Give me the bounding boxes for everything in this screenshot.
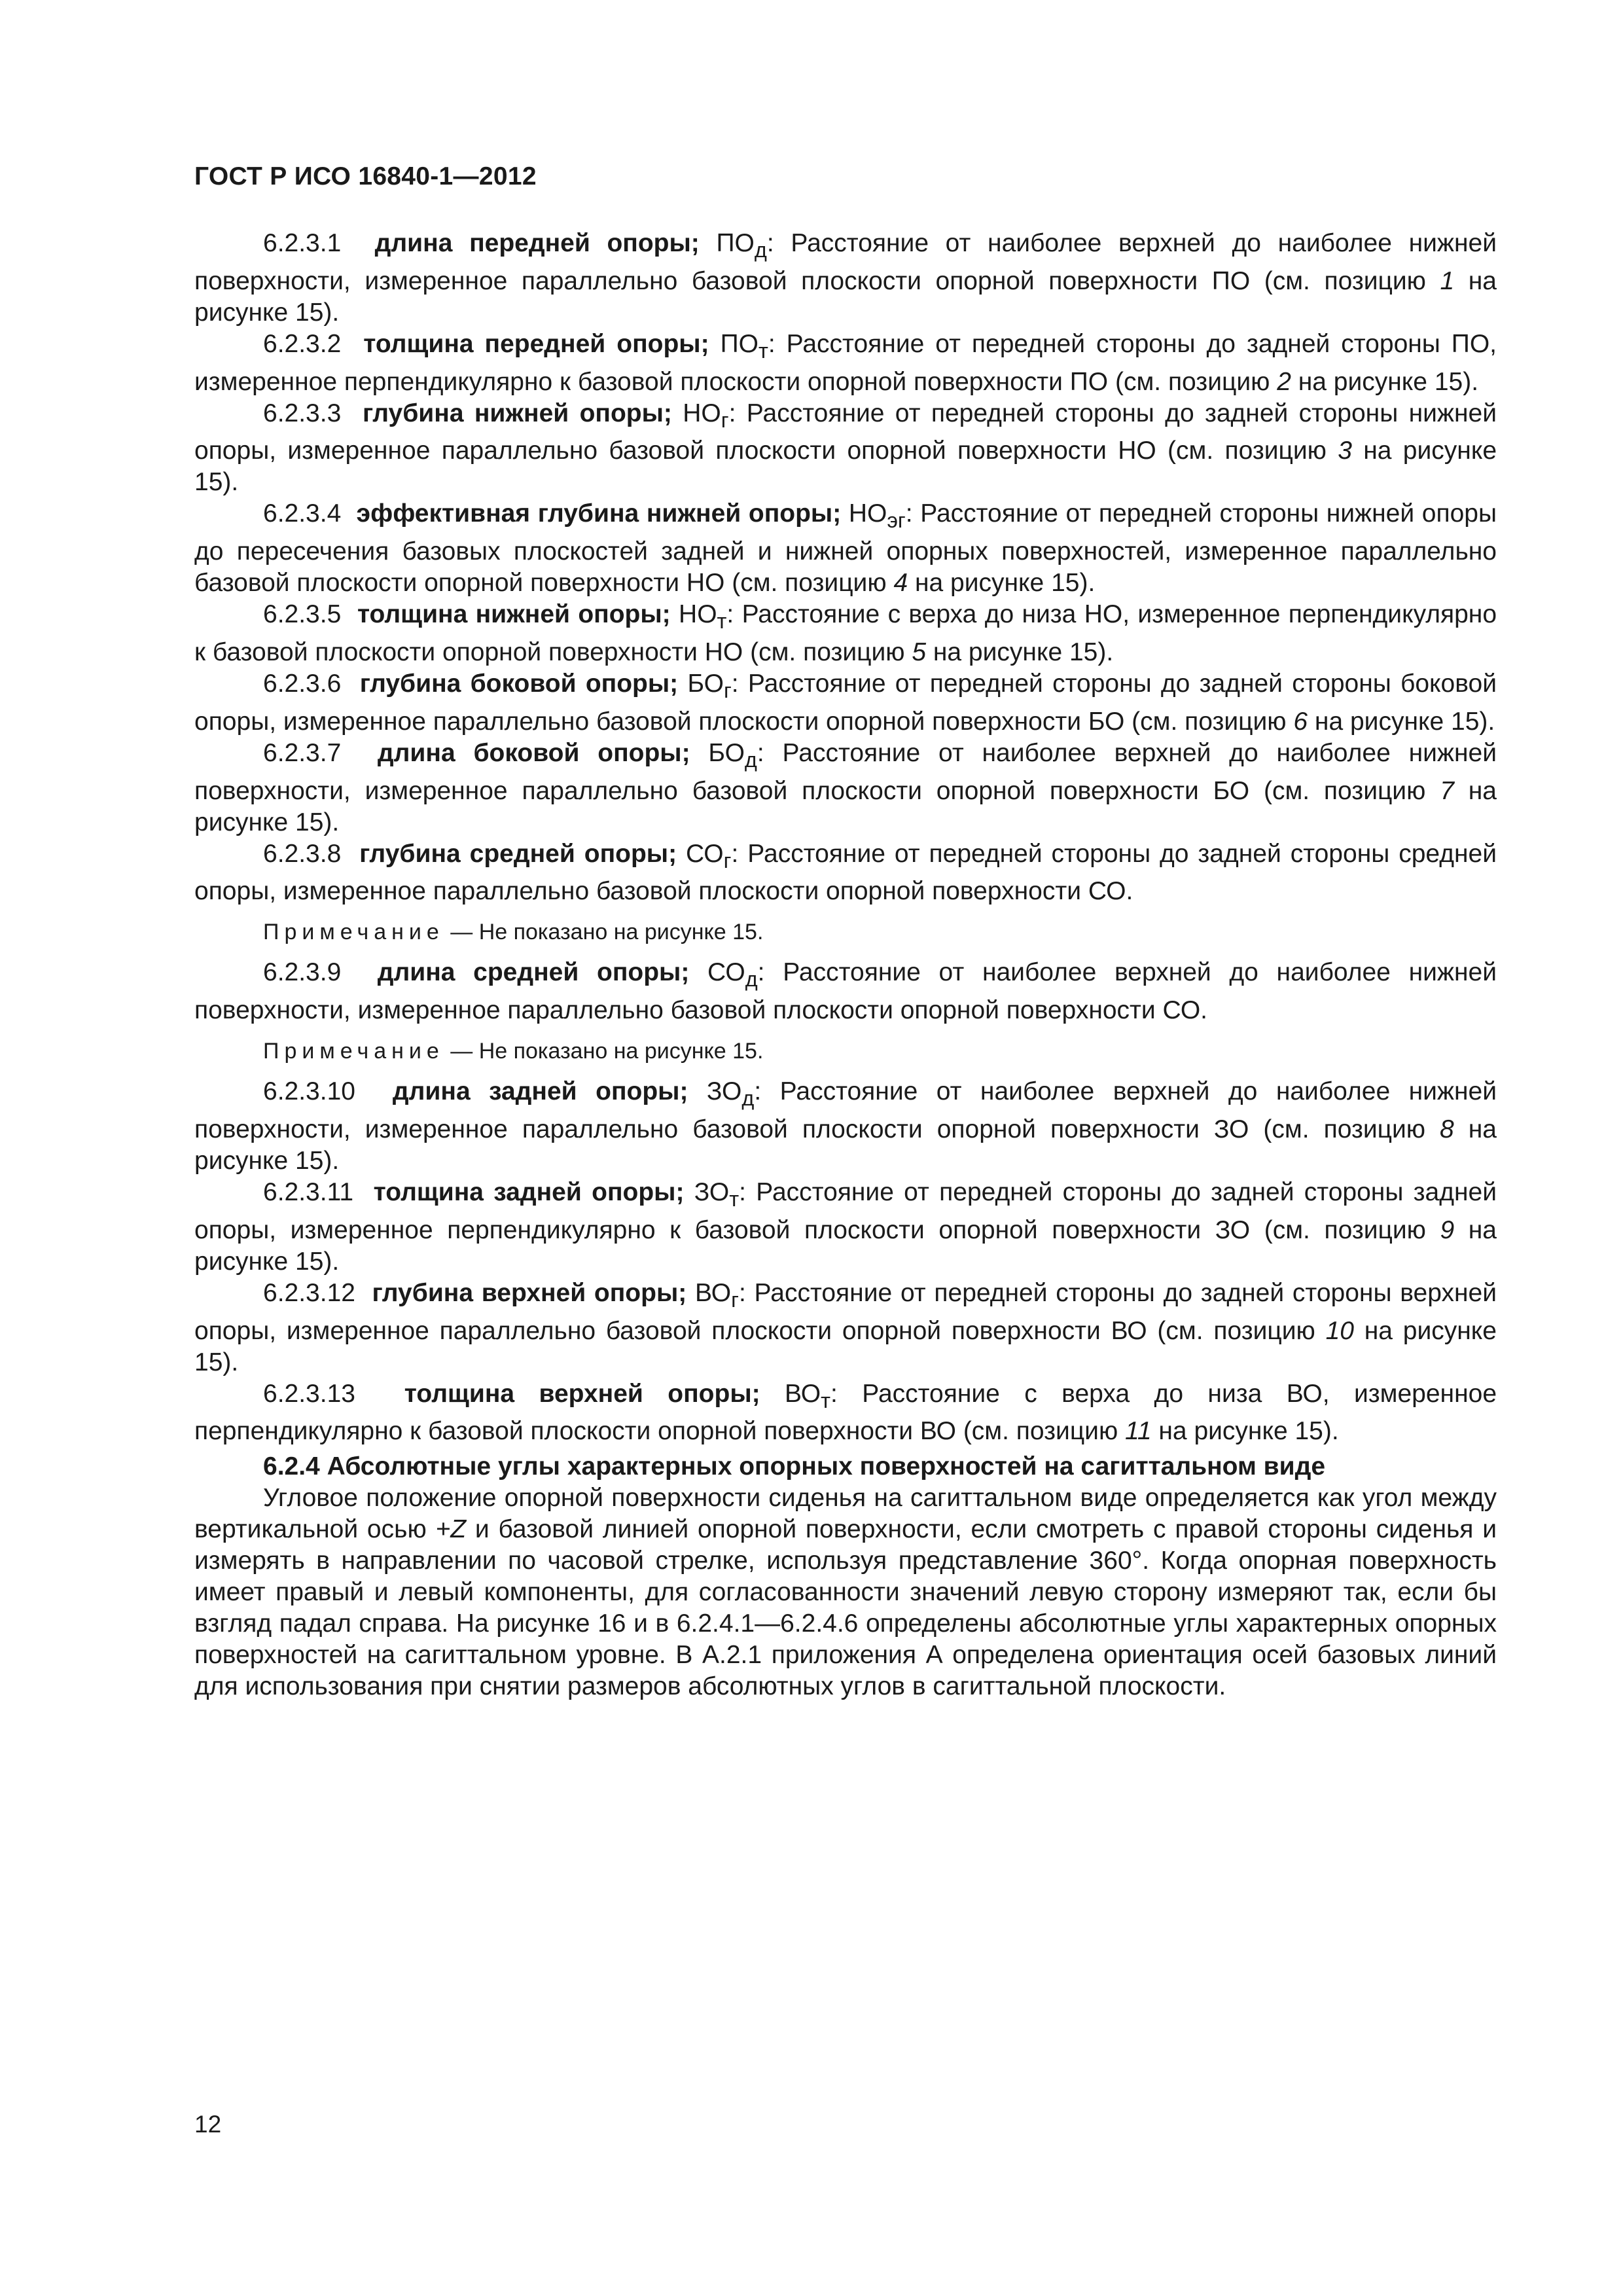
definition-item: 6.2.3.11 толщина задней опоры; $ЗО_т$: Расстояние от передней стороны до задней стороны задней опоры, измеренное перпендикулярно к базовой плоскости опорной поверхности ЗО (см. позицию 9 на рисунке 15). — [194, 1177, 1497, 1276]
term: длина боковой опоры; — [377, 738, 690, 767]
term: толщина передней опоры; — [363, 329, 709, 358]
section-heading: 6.2.4 Абсолютные углы характерных опорных поверхностей на сагиттальном виде — [263, 1452, 1326, 1481]
section-paragraph: Угловое положение опорной поверхности сиденья на сагиттальном виде определяется как угол между вертикальной осью +Z и базовой линией опорной поверхности, если смотреть с правой стороны сиденья и измерять в направлении по часовой стрелке, используя представление 360°. Когда опорная поверхность имеет правый и левый компоненты, для согласованности значений левую сторону измеряют так, если бы взгляд падал справа. На рисунке 16 и в 6.2.4.1—6.2.4.6 определены абсолютные углы характерных опорных поверхностей на сагиттальном уровне. В А.2.1 приложения А определена ориентация осей базовых линий для использования при снятии размеров абсолютных углов в сагиттальной плоскости. — [194, 1484, 1497, 1701]
definition-item: 6.2.3.2 толщина передней опоры; $ПО_т$: Расстояние от передней стороны до задней стороны ПО, измеренное перпендикулярно к базовой плоскости опорной поверхности ПО (см. позицию 2 на рисунке 15). — [194, 329, 1497, 396]
axis-symbol: +Z — [435, 1515, 467, 1544]
document-header: ГОСТ Р ИСО 16840-1—2012 — [194, 162, 537, 190]
note — [194, 916, 1497, 948]
term: длина передней опоры; — [374, 229, 700, 257]
page-number: 12 — [194, 2111, 222, 2138]
note — [194, 1035, 1497, 1067]
term: толщина нижней опоры; — [357, 600, 671, 629]
definition-item: 6.2.3.5 толщина нижней опоры; $НО_т$: Расстояние с верха до низа НО, измеренное перпендикулярно к базовой плоскости опорной поверхности НО (см. позицию 5 на рисунке 15). — [194, 600, 1497, 666]
definition-item: 6.2.3.13 толщина верхней опоры; $ВО_т$: Расстояние с верха до низа ВО, измеренное перпендикулярно к базовой плоскости опорной поверхности ВО (см. позицию 11 на рисунке 15). — [194, 1379, 1497, 1446]
definition-item: 6.2.3.3 глубина нижней опоры; $НО_г$: Расстояние от передней стороны до задней стороны нижней опоры, измеренное параллельно базовой плоскости опорной поверхности НО (см. позицию 3 на рисунке 15). — [194, 399, 1497, 497]
definition-item: 6.2.3.9 длина средней опоры; $СО_д$: Расстояние от наиболее верхней до наиболее нижней поверхности, измеренное параллельно базовой плоскости опорной поверхности СО. — [194, 958, 1497, 1025]
note-text: — Не показано на рисунке 15. — [444, 920, 764, 945]
definition-item: 6.2.3.12 глубина верхней опоры; $ВО_г$: Расстояние от передней стороны до задней стороны верхней опоры, измеренное параллельно базовой плоскости опорной поверхности ВО (см. позицию 10 на рисунке 15). — [194, 1278, 1497, 1376]
term: глубина нижней опоры; — [362, 399, 672, 427]
note-text: — Не показано на рисунке 15. — [444, 1039, 764, 1064]
term: глубина верхней опоры; — [372, 1278, 687, 1307]
note-label: Примечание — [263, 920, 444, 945]
definition-item: 6.2.3.8 глубина средней опоры; $СО_г$: Расстояние от передней стороны до задней стороны средней опоры, измеренное параллельно базовой плоскости опорной поверхности СО. — [194, 839, 1497, 906]
term: длина задней опоры; — [392, 1077, 688, 1106]
document-body — [194, 228, 1497, 1702]
term: длина средней опоры; — [377, 958, 690, 987]
term: эффективная глубина нижней опоры; — [356, 499, 842, 528]
definition-item: 6.2.3.1 длина передней опоры; $ПО_д$: Расстояние от наиболее верхней до наиболее нижней поверхности, измеренное параллельно базовой плоскости опорной поверхности ПО (см. позицию 1 на рисунке 15). — [194, 229, 1497, 327]
definition-item: 6.2.3.10 длина задней опоры; $ЗО_д$: Расстояние от наиболее верхней до наиболее нижней поверхности, измеренное параллельно базовой плоскости опорной поверхности ЗО (см. позицию 8 на рисунке 15). — [194, 1077, 1497, 1175]
note-label: Примечание — [263, 1039, 444, 1064]
term: глубина средней опоры; — [359, 839, 677, 868]
term: толщина верхней опоры; — [404, 1379, 760, 1408]
term: толщина задней опоры; — [373, 1177, 685, 1206]
definition-item: 6.2.3.6 глубина боковой опоры; $БО_г$: Расстояние от передней стороны до задней стороны боковой опоры, измеренное параллельно базовой плоскости опорной поверхности БО (см. позицию 6 на рисунке 15). — [194, 669, 1497, 736]
definition-item: 6.2.3.7 длина боковой опоры; $БО_д$: Расстояние от наиболее верхней до наиболее нижней поверхности, измеренное параллельно базовой плоскости опорной поверхности БО (см. позицию 7 на рисунке 15). — [194, 738, 1497, 836]
definition-item: 6.2.3.4 эффективная глубина нижней опоры; $НО_{эг}$: Расстояние от передней стороны нижней опоры до пересечения базовых плоскостей задней и нижней опорных поверхностей, измеренное параллельно базовой плоскости опорной поверхности НО (см. позицию 4 на рисунке 15). — [194, 499, 1497, 598]
term: глубина боковой опоры; — [359, 669, 679, 698]
